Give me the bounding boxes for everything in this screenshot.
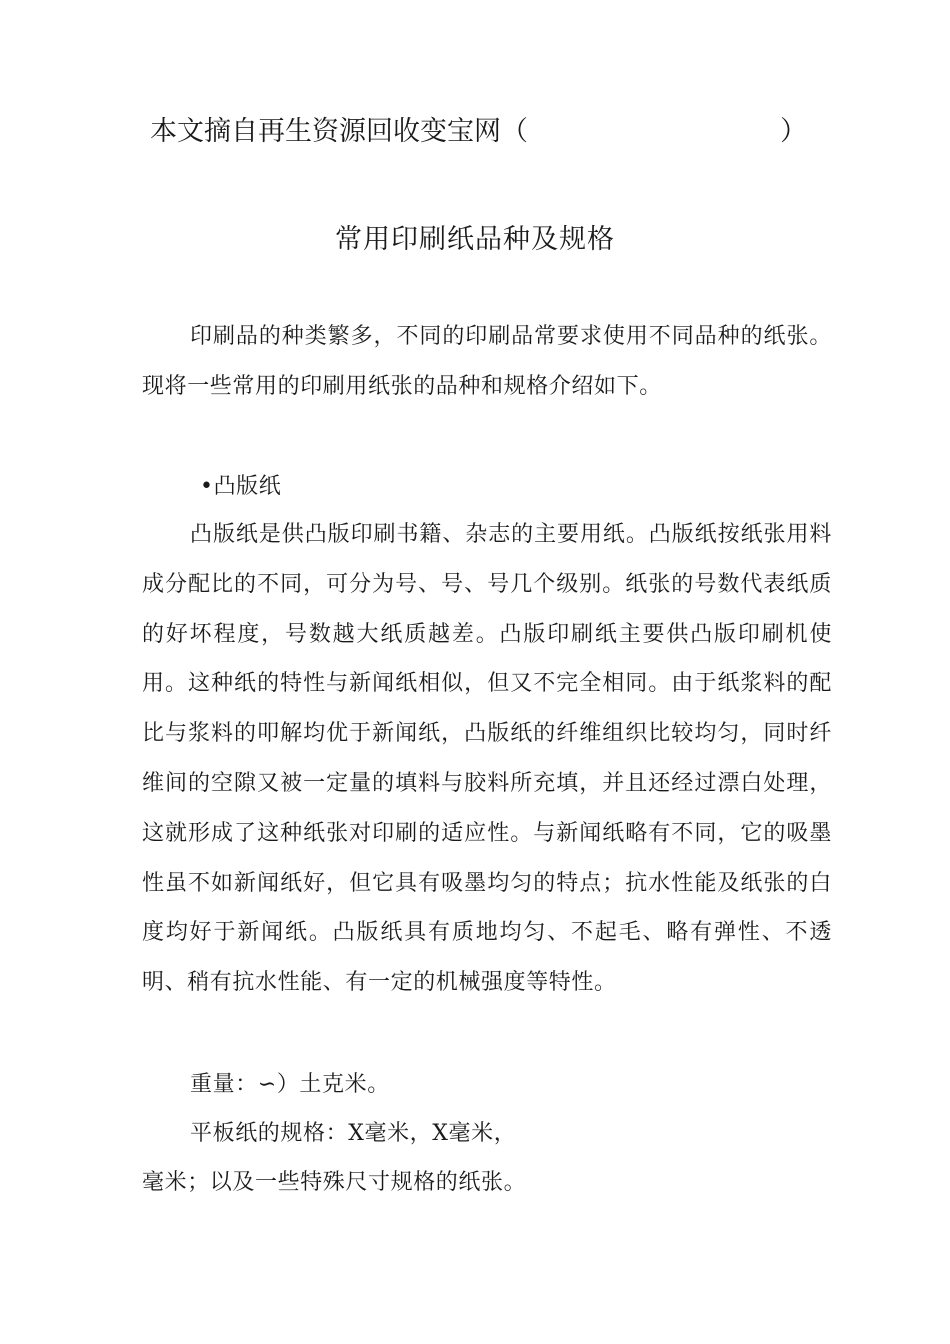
section-heading: •凸版纸 [200,474,282,499]
source-attribution-close-paren: ） [780,116,807,147]
section-body-paragraph: 凸版纸是供凸版印刷书籍、杂志的主要用纸。凸版纸按纸张用料成分配比的不同，可分为号、号、号几个级别。纸张的号数代表纸质的好坏程度，号数越大纸质越差。凸版印刷纸主要供凸版印刷机使用。这种纸的特性与新闻纸相似，但又不完全相同。由于纸浆料的配比与浆料的叩解均优于新闻纸，凸版纸的纤维组织比较均匀，同时纤维间的空隙又被一定量的填料与胶料所充填，并且还经过漂白处理，这就形成了这种纸张对印刷的适应性。与新闻纸略有不同，它的吸墨性虽不如新闻纸好，但它具有吸墨均匀的特点；抗水性能及纸张的白度均好于新闻纸。凸版纸具有质地均匀、不起毛、略有弹性、不透明、稍有抗水性能、有一定的机械强度等特性。 [142,522,832,996]
source-attribution-text: 本文摘自再生资源回收变宝网（ [150,116,528,147]
spec-line-2: 毫米；以及一些特殊尺寸规格的纸张。 [142,1170,527,1195]
source-attribution [150,112,810,152]
document-title: 常用印刷纸品种及规格 [335,224,615,255]
spec-line-1: 平板纸的规格：X毫米，X毫米， [190,1121,517,1146]
weight-line: 重量：∽）土克米。 [190,1072,390,1097]
intro-paragraph: 印刷品的种类繁多，不同的印刷品常要求使用不同品种的纸张。现将一些常用的印刷用纸张的品种和规格介绍如下。 [142,324,832,399]
